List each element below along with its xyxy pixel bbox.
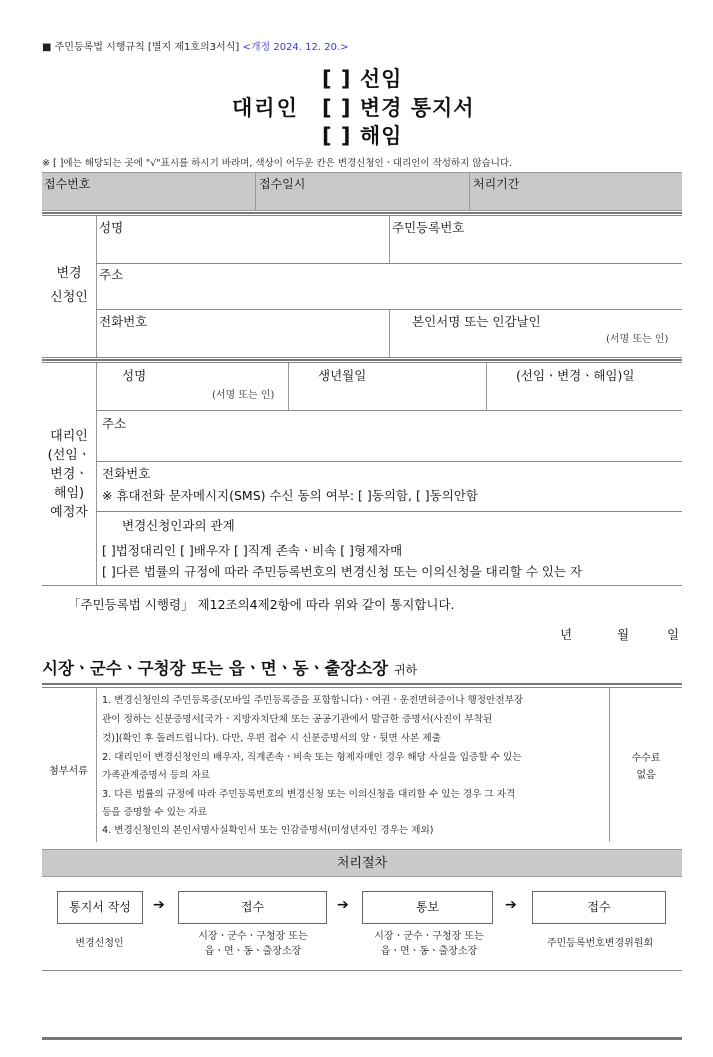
agent-label-line5: 예정자: [50, 505, 88, 520]
receipt-section: [42, 172, 682, 211]
attachment-line: 1. 변경신청인의 주민등록증(모바일 주민등록증을 포함합니다)ㆍ여권ㆍ운전면허증이나 행정안전부장: [102, 695, 524, 706]
section-border: [42, 585, 682, 586]
attachment-line: 3. 다른 법률의 규정에 따라 주민등록번호의 변경신청 또는 이의신청을 대리할 수 있는 경우 그 자격: [102, 789, 516, 800]
divider: [255, 173, 256, 210]
applicant-phone-field[interactable]: 전화번호: [99, 314, 148, 329]
section-border: [42, 357, 682, 358]
fee-value: 없음: [636, 770, 656, 781]
step-caption-applicant: 변경신청인: [75, 938, 124, 949]
form-reference: [42, 38, 349, 53]
agent-label-line2: (선임ㆍ: [47, 448, 91, 463]
applicant-sign-hint: (서명 또는 인): [606, 334, 669, 345]
instruction-note: ※ [ ]에는 해당되는 곳에 "√"표시를 하시기 바라며, 색상이 어두운 칸은 변경신청인ㆍ대리인이 작성하지 않습니다.: [42, 158, 513, 169]
applicant-rrn-field[interactable]: 주민등록번호: [392, 220, 465, 235]
attachment-line: 4. 변경신청인의 본인서명사실확인서 또는 인감증명서(미성년자인 경우는 제외): [102, 825, 434, 836]
sms-consent-option[interactable]: ※ 휴대전화 문자메시지(SMS) 수신 동의 여부: [ ]동의함, [ ]동의안함: [102, 488, 478, 503]
caption-line: 시장ㆍ군수ㆍ구청장 또는: [198, 931, 308, 942]
row-border: [96, 511, 682, 512]
day-field[interactable]: 일: [667, 627, 680, 642]
applicant-signature-field[interactable]: 본인서명 또는 인감날인: [412, 314, 541, 329]
section-border: [42, 215, 682, 216]
agent-birth-field[interactable]: 생년월일: [318, 368, 367, 383]
divider: [96, 216, 97, 357]
year-field[interactable]: 년: [560, 627, 573, 642]
revision-date: <개정 2024. 12. 20.>: [242, 42, 349, 53]
statement-text: 「주민등록법 시행령」 제12조의4제2항에 따라 위와 같이 통지합니다.: [68, 597, 455, 612]
process-title: 처리절차: [42, 849, 682, 877]
attachment-line: 등을 증명할 수 있는 자료: [102, 807, 207, 818]
agent-label-line1: 대리인: [50, 429, 88, 444]
step-box-notify: 통보: [362, 891, 493, 924]
title-change-notice: [ ] 변경 통지서: [322, 96, 475, 120]
addressee-name: 시장ㆍ군수ㆍ구청장 또는 읍ㆍ면ㆍ동ㆍ출장소장: [42, 659, 389, 678]
divider: [96, 363, 97, 585]
section-border: [42, 970, 682, 971]
relation-other-option[interactable]: [ ]다른 법률의 규정에 따라 주민등록번호의 변경신청 또는 이의신청을 대리할 수 있는 자: [102, 564, 583, 579]
divider: [288, 363, 289, 410]
divider: [469, 173, 470, 210]
agent-section-label: [42, 427, 96, 522]
step-caption-committee: 주민등록번호변경위원회: [546, 938, 654, 949]
agent-sign-hint: (서명 또는 인): [212, 390, 275, 401]
agent-phone-field[interactable]: 전화번호: [102, 466, 151, 481]
month-field[interactable]: 월: [617, 627, 630, 642]
relation-options[interactable]: [ ]법정대리인 [ ]배우자 [ ]직계 존속ㆍ비속 [ ]형제자매: [102, 543, 403, 558]
step-caption-receive: [168, 929, 338, 959]
divider: [486, 363, 487, 410]
applicant-address-field[interactable]: 주소: [99, 267, 124, 282]
title-agent: 대리인: [232, 96, 299, 120]
section-border: [42, 683, 682, 685]
agent-name-field[interactable]: 성명: [122, 368, 147, 383]
section-border: [42, 212, 682, 214]
addressee: [42, 655, 417, 679]
applicant-name-field[interactable]: 성명: [99, 220, 124, 235]
arrow-right-icon: ➔: [505, 897, 517, 913]
agent-label-line3: 변경ㆍ: [50, 467, 88, 482]
relation-title: 변경신청인과의 관계: [122, 518, 235, 533]
arrow-right-icon: ➔: [337, 897, 349, 913]
caption-line: 읍ㆍ면ㆍ동ㆍ출장소장: [204, 946, 302, 957]
row-border: [96, 461, 682, 462]
section-border: [42, 687, 682, 688]
caption-line: 시장ㆍ군수ㆍ구청장 또는: [374, 931, 484, 942]
applicant-label-line1: 변경: [56, 266, 82, 281]
agent-label-line4: 해임): [53, 486, 85, 501]
attachment-line: 관이 정하는 신분증명서[국가ㆍ지방자치단체 또는 공공기관에서 발급한 증명서(사진이 부착된: [102, 714, 493, 725]
attachment-line: 2. 대리인이 변경신청인의 배우자, 직계존속ㆍ비속 또는 형제자매인 경우 해당 사실을 입증할 수 있는: [102, 752, 522, 763]
attachments-label: 첨부서류: [49, 766, 88, 777]
attachment-line: 가족관계증명서 등의 자료: [102, 770, 211, 781]
applicant-label-line2: 신청인: [50, 290, 88, 305]
section-border: [42, 362, 682, 363]
divider: [389, 309, 390, 357]
receipt-number-label: 접수번호: [44, 177, 91, 191]
fee-info: [610, 750, 682, 784]
divider: [96, 688, 97, 842]
agent-address-field[interactable]: 주소: [102, 416, 127, 431]
title-appoint: [ ] 선임: [322, 67, 403, 91]
addressee-suffix: 귀하: [393, 663, 418, 677]
agent-date-field[interactable]: (선임ㆍ변경ㆍ해임)일: [516, 368, 635, 383]
section-border: [42, 359, 682, 361]
step-box-committee-receive: 접수: [532, 891, 666, 924]
applicant-section-label: [42, 262, 96, 310]
attachment-line: 것)](확인 후 돌려드립니다). 다만, 우편 접수 시 신분증명서의 앞ㆍ뒷면 사본 제출: [102, 733, 441, 744]
divider: [389, 216, 390, 263]
step-box-write-notice: 통지서 작성: [57, 891, 143, 924]
fee-label: 수수료: [631, 753, 661, 764]
step-caption-notify: [344, 929, 514, 959]
caption-line: 읍ㆍ면ㆍ동ㆍ출장소장: [380, 946, 478, 957]
receipt-date-label: 접수일시: [259, 177, 306, 191]
row-border: [96, 263, 682, 264]
processing-period-label: 처리기간: [473, 177, 520, 191]
arrow-right-icon: ➔: [153, 897, 165, 913]
title-dismiss: [ ] 해임: [322, 124, 403, 148]
form-ref-text: ■ 주민등록법 시행규칙 [별지 제1호의3서식]: [42, 42, 240, 53]
step-box-receive: 접수: [178, 891, 327, 924]
row-border: [96, 410, 682, 411]
page-bottom-border: [42, 1037, 682, 1040]
